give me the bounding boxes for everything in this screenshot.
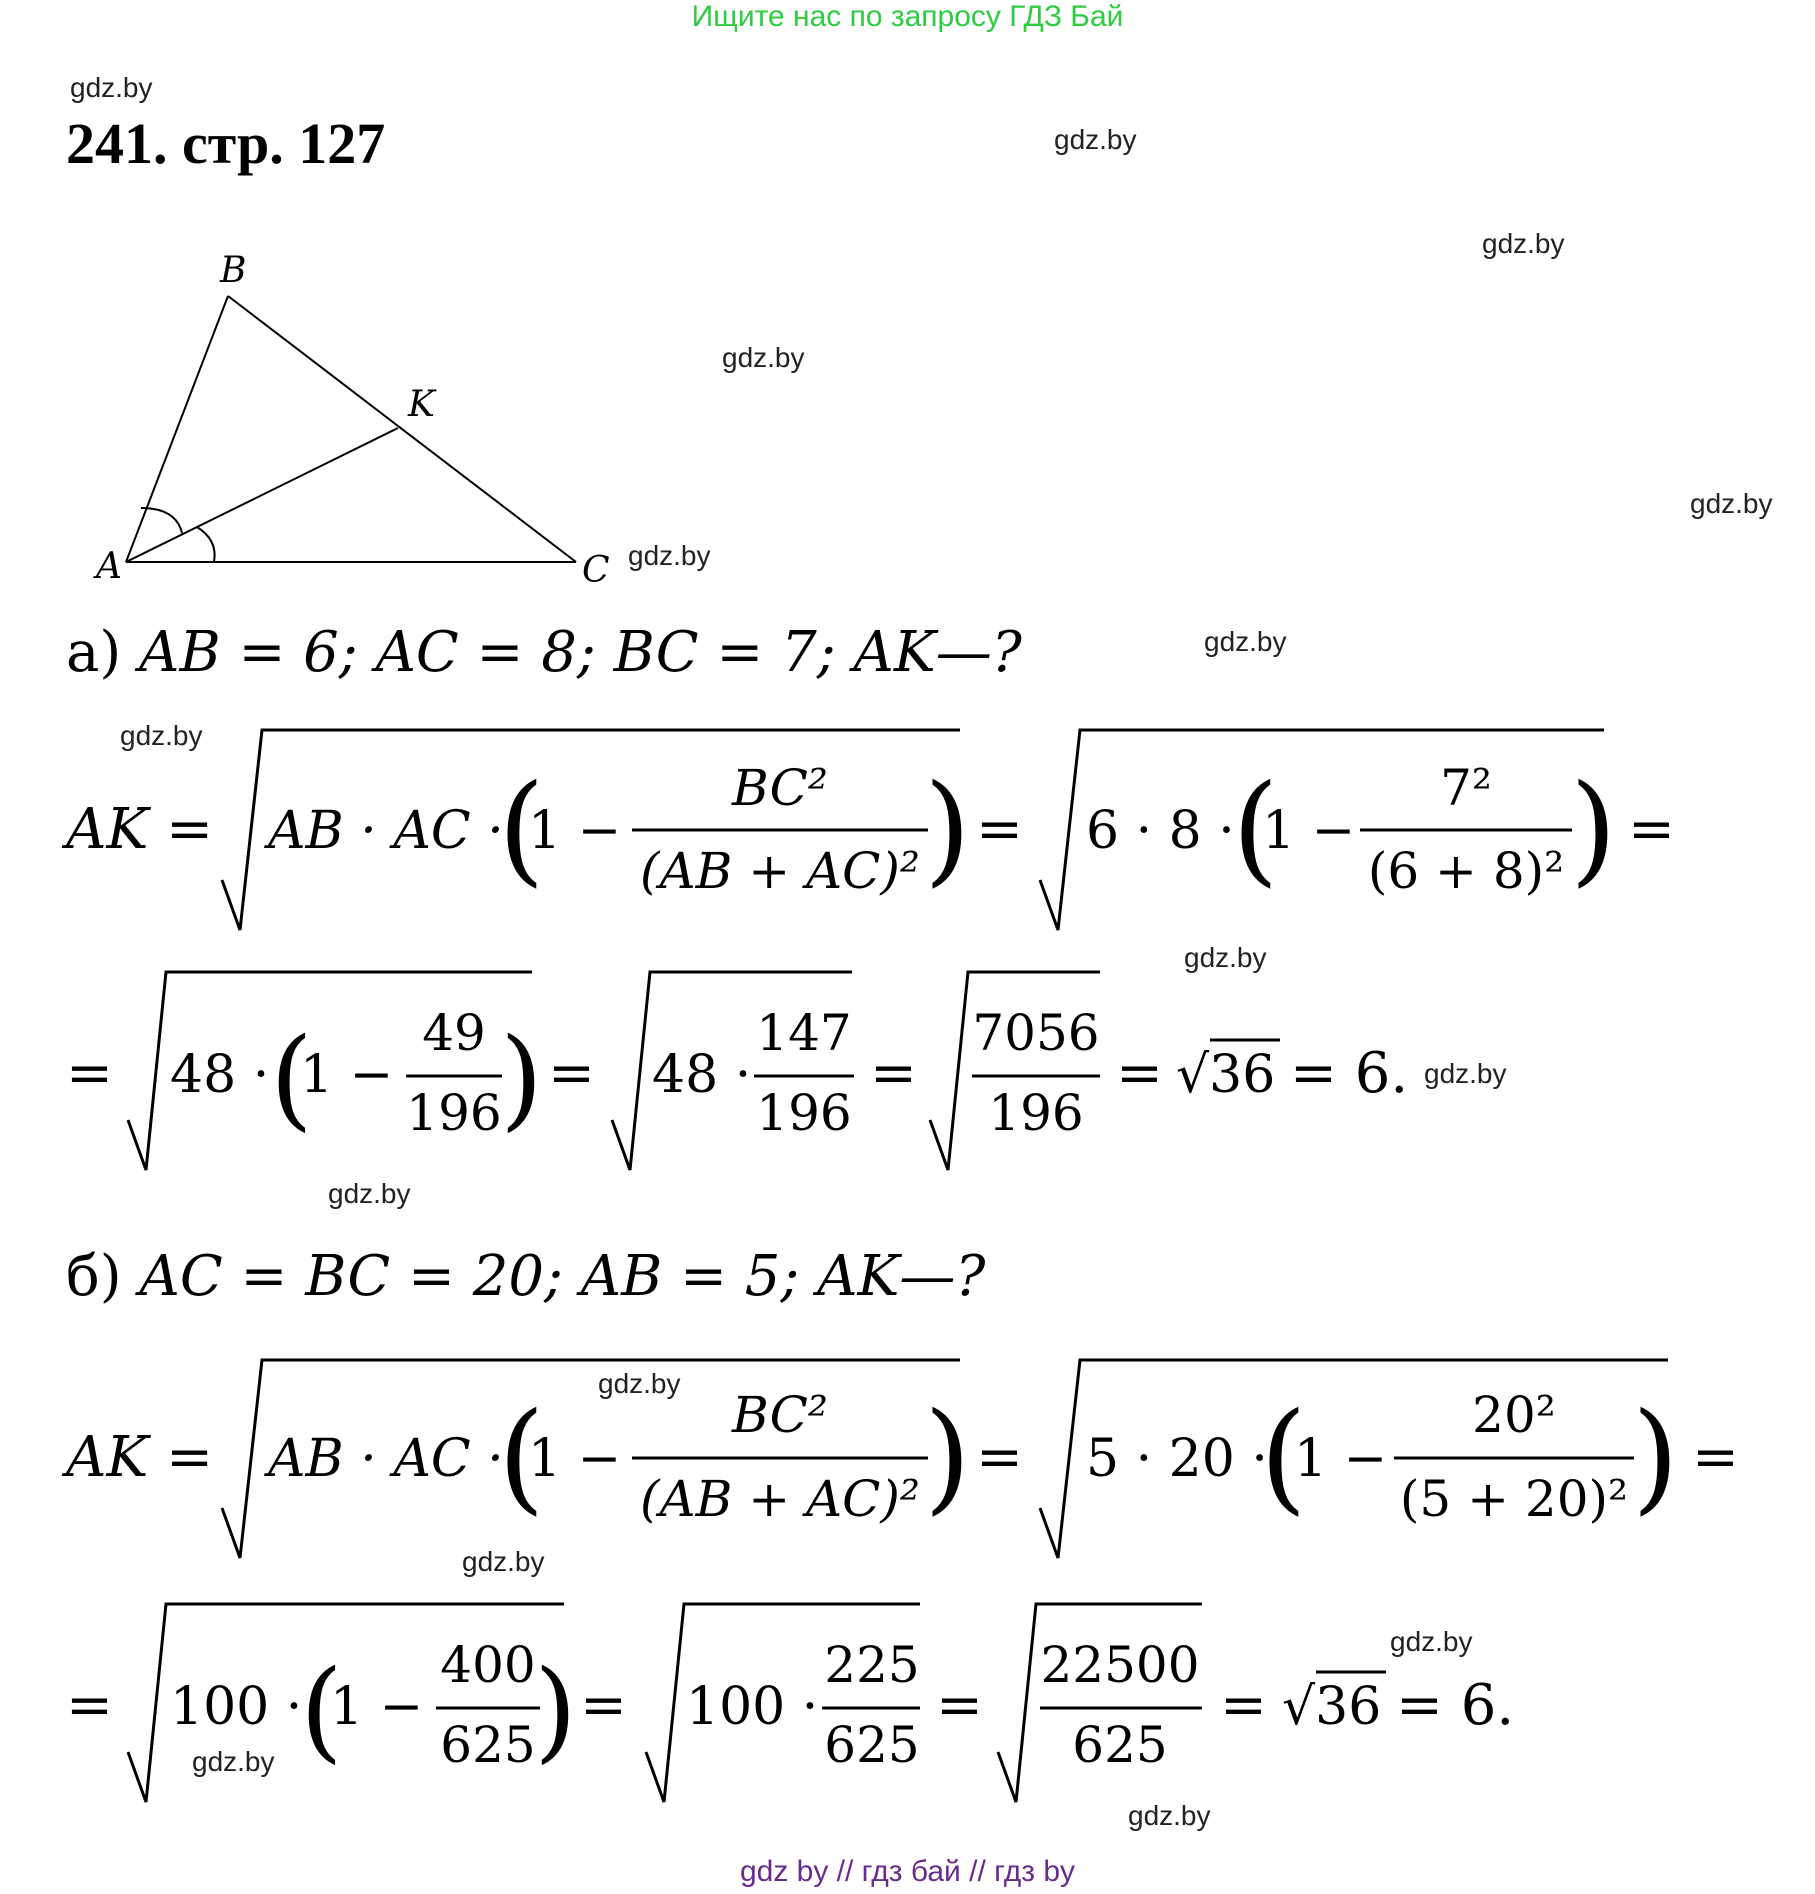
fraction-numerator: 147 <box>756 1004 852 1062</box>
watermark: gdz.by <box>1054 124 1137 155</box>
fraction-denominator: 625 <box>1072 1716 1168 1774</box>
search-banner: Ищите нас по запросу ГДЗ Бай <box>691 0 1124 33</box>
fraction-numerator: 7² <box>1440 759 1492 817</box>
lead-equals: = <box>66 1041 113 1106</box>
fraction-denominator: (AB + AC)² <box>640 1470 920 1528</box>
radicand-prefix: AB · AC · <box>268 801 504 861</box>
radicand-prefix: 100 · <box>686 1677 819 1737</box>
watermark: gdz.by <box>462 1546 545 1577</box>
vertex-c-label: C <box>582 550 610 591</box>
watermark: gdz.by <box>1390 1626 1473 1657</box>
fraction-denominator: 196 <box>406 1084 502 1142</box>
paren-open: ( <box>1232 760 1279 899</box>
problem-heading: 241. стр. 127 <box>66 111 386 176</box>
fraction-numerator: 7056 <box>972 1004 1100 1062</box>
part-b-conditions: AC = BC = 20; AB = 5; AK—? <box>139 1244 986 1309</box>
lhs: AK = <box>66 1425 213 1490</box>
fraction-denominator: (5 + 20)² <box>1399 1470 1629 1528</box>
radicand-prefix: 48 · <box>170 1045 270 1105</box>
part-a-label: а) <box>66 620 122 685</box>
sqrt-36: √36 <box>1282 1677 1382 1737</box>
fraction-numerator: 22500 <box>1040 1636 1200 1694</box>
watermark: gdz.by <box>120 720 203 751</box>
watermark: gdz.by <box>1128 1800 1211 1831</box>
paren-close: ) <box>924 760 971 899</box>
result: = 6. <box>1396 1673 1515 1738</box>
paren-open: ( <box>1260 1388 1307 1527</box>
paren-open: ( <box>270 1014 313 1142</box>
watermark: gdz.by <box>722 342 805 373</box>
paren-open: ( <box>300 1646 343 1774</box>
fraction-numerator: 400 <box>440 1636 536 1694</box>
fraction-numerator: BC² <box>732 1386 828 1444</box>
watermark: gdz.by <box>1690 488 1773 519</box>
watermark: gdz.by <box>598 1368 681 1399</box>
vertex-a-label: A <box>96 546 122 587</box>
paren-close: ) <box>1632 1388 1679 1527</box>
radicand-prefix: 100 · <box>170 1677 303 1737</box>
trailing-equals: = <box>1692 1425 1739 1490</box>
fraction-denominator: 196 <box>988 1084 1084 1142</box>
one-minus: 1 − <box>300 1045 394 1105</box>
radicand-prefix: 6 · 8 · <box>1086 801 1235 861</box>
paren-close: ) <box>924 1388 971 1527</box>
lead-equals: = <box>66 1673 113 1738</box>
sqrt-36: √36 <box>1176 1045 1276 1105</box>
radicand-prefix: 5 · 20 · <box>1086 1429 1268 1489</box>
fraction-numerator: BC² <box>732 759 828 817</box>
fraction-denominator: 196 <box>756 1084 852 1142</box>
equals-sign: = <box>976 797 1023 862</box>
fraction-numerator: 225 <box>824 1636 920 1694</box>
fraction-denominator: 625 <box>440 1716 536 1774</box>
part-a-conditions: AB = 6; AC = 8; BC = 7; AK—? <box>139 620 1022 685</box>
watermark: gdz.by <box>1424 1058 1507 1089</box>
fraction-denominator: 625 <box>824 1716 920 1774</box>
radicand-prefix: AB · AC · <box>268 1429 504 1489</box>
fraction-numerator: 20² <box>1472 1386 1556 1444</box>
equals-sign: = <box>580 1673 627 1738</box>
vertex-b-label: B <box>220 250 247 291</box>
paren-close: ) <box>500 1014 543 1142</box>
vertex-k-label: K <box>408 384 435 425</box>
one-minus: 1 − <box>528 1429 622 1489</box>
fraction-denominator: (6 + 8)² <box>1367 842 1565 900</box>
equals-sign: = <box>976 1425 1023 1490</box>
one-minus: 1 − <box>1262 801 1356 861</box>
paren-close: ) <box>1570 760 1617 899</box>
trailing-equals: = <box>1628 797 1675 862</box>
paren-close: ) <box>534 1646 577 1774</box>
result: = 6. <box>1290 1041 1409 1106</box>
watermark: gdz.by <box>1482 228 1565 259</box>
one-minus: 1 − <box>330 1677 424 1737</box>
lhs: AK = <box>66 797 213 862</box>
equals-sign: = <box>1220 1673 1267 1738</box>
one-minus: 1 − <box>1294 1429 1388 1489</box>
watermark: gdz.by <box>1204 626 1287 657</box>
watermark: gdz.by <box>328 1178 411 1209</box>
equals-sign: = <box>936 1673 983 1738</box>
equals-sign: = <box>1116 1041 1163 1106</box>
paren-open: ( <box>498 760 545 899</box>
part-b-label: б) <box>66 1244 122 1309</box>
watermark: gdz.by <box>628 540 711 571</box>
footer-links: gdz by // гдз бай // гдз by <box>739 1855 1076 1888</box>
fraction-numerator: 49 <box>422 1004 486 1062</box>
paren-open: ( <box>498 1388 545 1527</box>
radicand-prefix: 48 · <box>652 1045 752 1105</box>
one-minus: 1 − <box>528 801 622 861</box>
watermark: gdz.by <box>192 1746 275 1777</box>
equals-sign: = <box>870 1041 917 1106</box>
fraction-denominator: (AB + AC)² <box>640 842 920 900</box>
equals-sign: = <box>548 1041 595 1106</box>
watermark: gdz.by <box>70 72 153 103</box>
watermark: gdz.by <box>1184 942 1267 973</box>
